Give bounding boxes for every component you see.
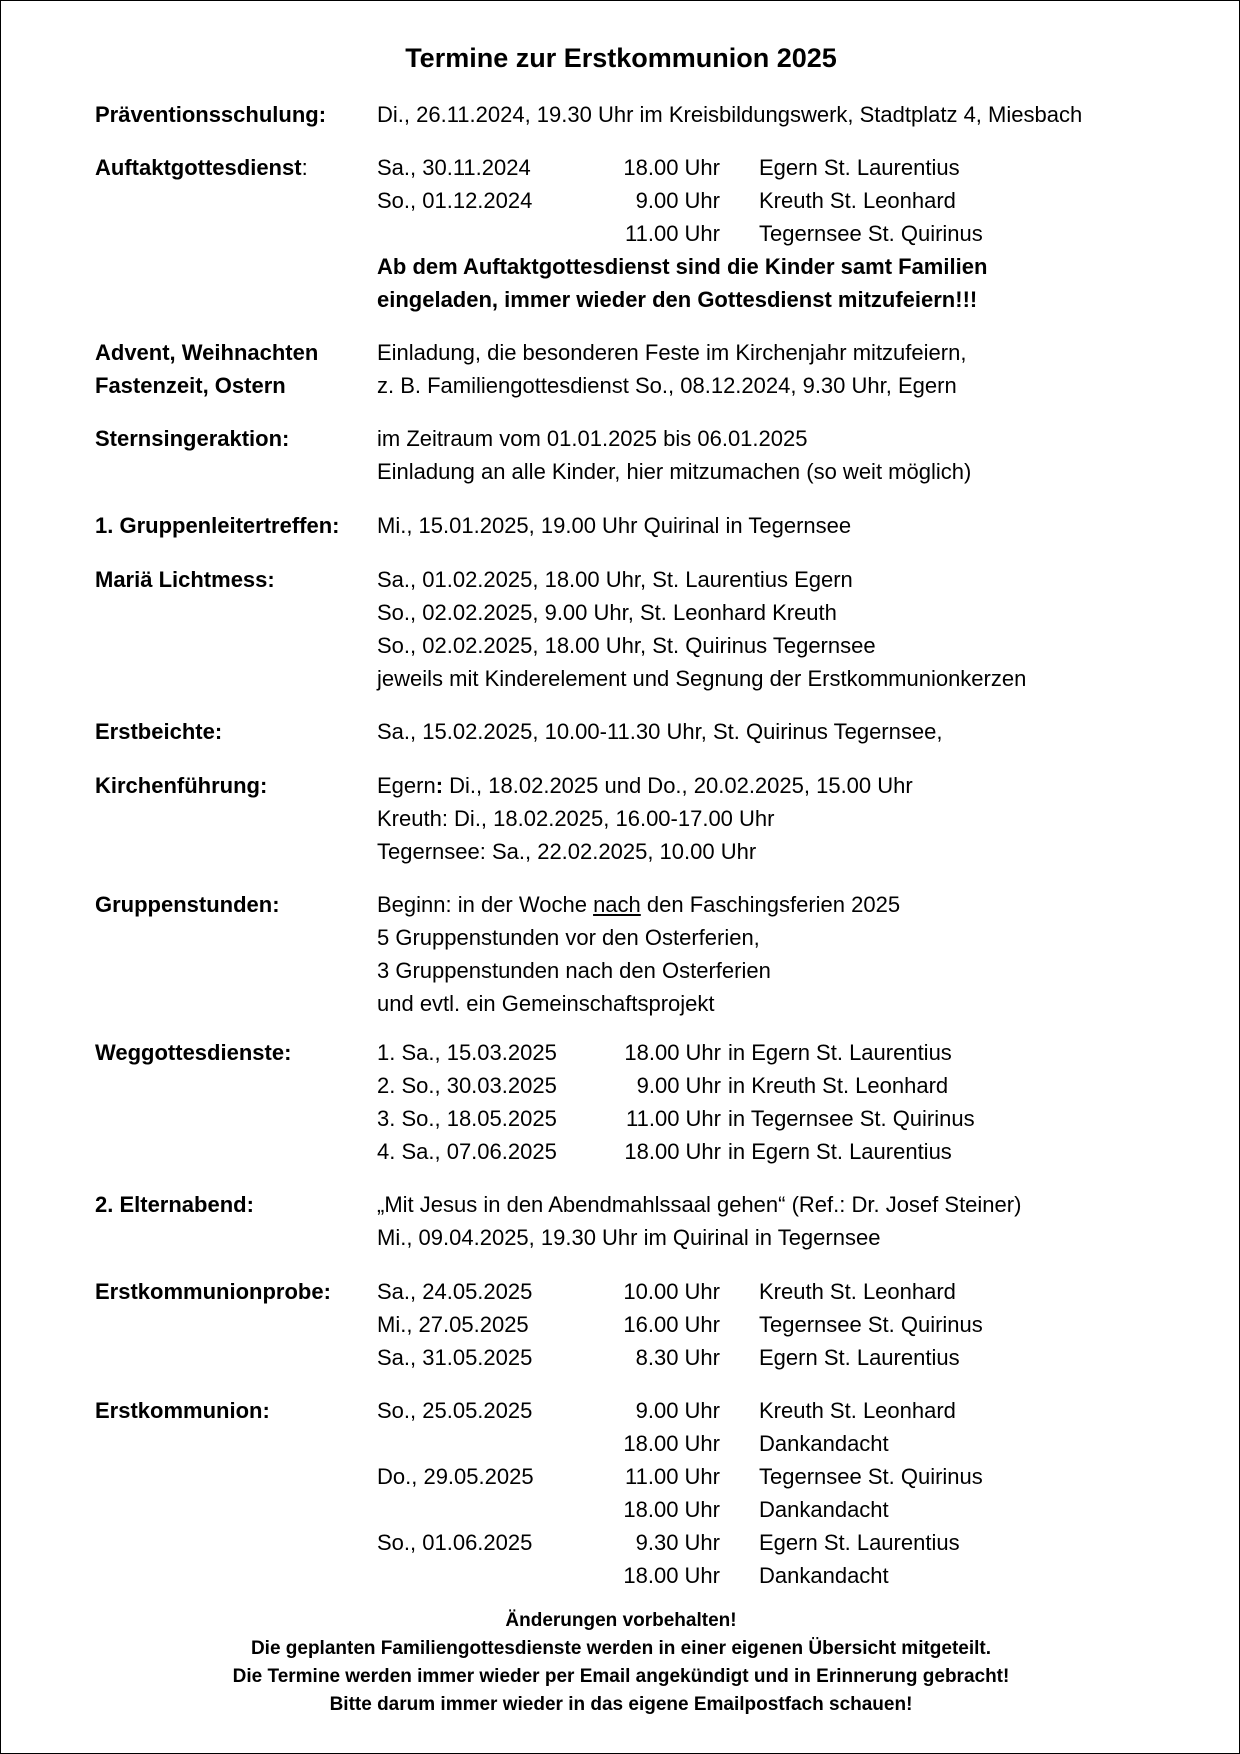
- probe-place: Egern St. Laurentius: [759, 1345, 960, 1370]
- probe-place: Kreuth St. Leonhard: [759, 1279, 956, 1304]
- auftakt-label: Auftaktgottesdienst:: [95, 155, 308, 180]
- erstkommunion-place: Kreuth St. Leonhard: [759, 1398, 956, 1423]
- lichtmess-label: Mariä Lichtmess:: [95, 567, 275, 592]
- weg-label: Weggottesdienste:: [95, 1040, 292, 1065]
- erstkommunion-time: 9.00 Uhr: [635, 1398, 720, 1423]
- probe-place: Tegernsee St. Quirinus: [759, 1312, 983, 1337]
- erstkommunion-date: Do., 29.05.2025: [377, 1464, 534, 1489]
- erstbeichte-text: Sa., 15.02.2025, 10.00-11.30 Uhr, St. Quirinus Tegernsee,: [377, 719, 943, 744]
- auftakt-date: Sa., 30.11.2024: [377, 155, 531, 180]
- advent-label: Advent, Weihnachten: [95, 340, 319, 365]
- probe-date: Mi., 27.05.2025: [377, 1312, 529, 1337]
- weg-place: in Kreuth St. Leonhard: [728, 1073, 949, 1098]
- erstkommunion-place: Dankandacht: [759, 1431, 889, 1456]
- kirchenfuehrung-tegernsee: Tegernsee: Sa., 22.02.2025, 10.00 Uhr: [377, 839, 757, 864]
- advent-label: Fastenzeit, Ostern: [95, 373, 286, 398]
- page-title: Termine zur Erstkommunion 2025: [405, 43, 837, 73]
- weg-time: 11.00 Uhr: [626, 1106, 721, 1131]
- kirchenfuehrung-kreuth: Kreuth: Di., 18.02.2025, 16.00-17.00 Uhr: [377, 806, 775, 831]
- footer-note: Die geplanten Familiengottesdienste werden in einer eigenen Übersicht mitgeteilt.: [250, 1638, 992, 1659]
- gruppenstunden-text: Beginn: in der Woche nach den Faschingsferien 2025: [377, 892, 901, 917]
- auftakt-time: 9.00 Uhr: [635, 188, 720, 213]
- erstkommunion-place: Dankandacht: [759, 1497, 889, 1522]
- weg-date: 4. Sa., 07.06.2025: [377, 1139, 557, 1164]
- gruppenleiter-label: 1. Gruppenleitertreffen:: [95, 513, 340, 538]
- elternabend-label: 2. Elternabend:: [95, 1192, 254, 1217]
- probe-time: 10.00 Uhr: [623, 1279, 720, 1304]
- erstkommunion-place: Egern St. Laurentius: [759, 1530, 960, 1555]
- auftakt-time: 18.00 Uhr: [623, 155, 720, 180]
- erstkommunion-place: Dankandacht: [759, 1563, 889, 1588]
- probe-label: Erstkommunionprobe:: [95, 1279, 331, 1304]
- sternsinger-text: im Zeitraum vom 01.01.2025 bis 06.01.2025: [377, 426, 808, 451]
- gruppenleiter-text: Mi., 15.01.2025, 19.00 Uhr Quirinal in Tegernsee: [377, 513, 852, 538]
- probe-time: 16.00 Uhr: [623, 1312, 720, 1337]
- weg-date: 2. So., 30.03.2025: [377, 1073, 557, 1098]
- footer-note: Änderungen vorbehalten!: [505, 1610, 737, 1631]
- weg-place: in Egern St. Laurentius: [728, 1139, 952, 1164]
- lichtmess-line: Sa., 01.02.2025, 18.00 Uhr, St. Laurentius Egern: [377, 567, 853, 592]
- weg-place: in Egern St. Laurentius: [728, 1040, 952, 1065]
- probe-date: Sa., 24.05.2025: [377, 1279, 533, 1304]
- erstkommunion-time: 18.00 Uhr: [623, 1431, 720, 1456]
- erstkommunion-time: 18.00 Uhr: [623, 1563, 720, 1588]
- footer-note: Die Termine werden immer wieder per Email angekündigt und in Erinnerung gebracht!: [232, 1666, 1010, 1687]
- footer-note: Bitte darum immer wieder in das eigene Emailpostfach schauen!: [329, 1694, 913, 1715]
- erstkommunion-date: So., 25.05.2025: [377, 1398, 533, 1423]
- gruppenstunden-text: 5 Gruppenstunden vor den Osterferien,: [377, 925, 760, 950]
- praevention-text: Di., 26.11.2024, 19.30 Uhr im Kreisbildungswerk, Stadtplatz 4, Miesbach: [377, 102, 1083, 127]
- weg-date: 3. So., 18.05.2025: [377, 1106, 557, 1131]
- erstkommunion-label: Erstkommunion:: [95, 1398, 270, 1423]
- auftakt-place: Tegernsee St. Quirinus: [759, 221, 983, 246]
- auftakt-place: Egern St. Laurentius: [759, 155, 960, 180]
- elternabend-text: „Mit Jesus in den Abendmahlssaal gehen“ (Ref.: Dr. Josef Steiner): [377, 1192, 1022, 1217]
- auftakt-time: 11.00 Uhr: [625, 221, 720, 246]
- sternsinger-text: Einladung an alle Kinder, hier mitzumachen (so weit möglich): [377, 459, 972, 484]
- gruppenstunden-text: 3 Gruppenstunden nach den Osterferien: [377, 958, 771, 983]
- erstkommunion-time: 11.00 Uhr: [625, 1464, 720, 1489]
- erstbeichte-label: Erstbeichte:: [95, 719, 223, 744]
- gruppenstunden-text: und evtl. ein Gemeinschaftsprojekt: [377, 991, 715, 1016]
- sternsinger-label: Sternsingeraktion:: [95, 426, 290, 451]
- probe-date: Sa., 31.05.2025: [377, 1345, 533, 1370]
- advent-text: Einladung, die besonderen Feste im Kirchenjahr mitzufeiern,: [377, 340, 967, 365]
- weg-place: in Tegernsee St. Quirinus: [728, 1106, 975, 1131]
- elternabend-text: Mi., 09.04.2025, 19.30 Uhr im Quirinal in Tegernsee: [377, 1225, 881, 1250]
- auftakt-date: So., 01.12.2024: [377, 188, 533, 213]
- lichtmess-line: So., 02.02.2025, 9.00 Uhr, St. Leonhard Kreuth: [377, 600, 837, 625]
- praevention-label: Präventionsschulung:: [95, 102, 327, 127]
- lichtmess-line: So., 02.02.2025, 18.00 Uhr, St. Quirinus Tegernsee: [377, 633, 876, 658]
- weg-time: 9.00 Uhr: [636, 1073, 721, 1098]
- advent-text: z. B. Familiengottesdienst So., 08.12.2024, 9.30 Uhr, Egern: [377, 373, 957, 398]
- erstkommunion-place: Tegernsee St. Quirinus: [759, 1464, 983, 1489]
- probe-time: 8.30 Uhr: [635, 1345, 720, 1370]
- erstkommunion-time: 18.00 Uhr: [623, 1497, 720, 1522]
- gruppenstunden-label: Gruppenstunden:: [95, 892, 280, 917]
- erstkommunion-time: 9.30 Uhr: [635, 1530, 720, 1555]
- erstkommunion-date: So., 01.06.2025: [377, 1530, 533, 1555]
- kirchenfuehrung-label: Kirchenführung:: [95, 773, 268, 798]
- lichtmess-line: jeweils mit Kinderelement und Segnung der Erstkommunionkerzen: [377, 666, 1027, 691]
- auftakt-place: Kreuth St. Leonhard: [759, 188, 956, 213]
- auftakt-note: Ab dem Auftaktgottesdienst sind die Kinder samt Familien: [377, 254, 988, 279]
- weg-date: 1. Sa., 15.03.2025: [377, 1040, 557, 1065]
- kirchenfuehrung-egern: Egern: Di., 18.02.2025 und Do., 20.02.2025, 15.00 Uhr: [377, 773, 913, 798]
- weg-time: 18.00 Uhr: [624, 1139, 721, 1164]
- auftakt-note: eingeladen, immer wieder den Gottesdienst mitzufeiern!!!: [377, 287, 978, 312]
- weg-time: 18.00 Uhr: [624, 1040, 721, 1065]
